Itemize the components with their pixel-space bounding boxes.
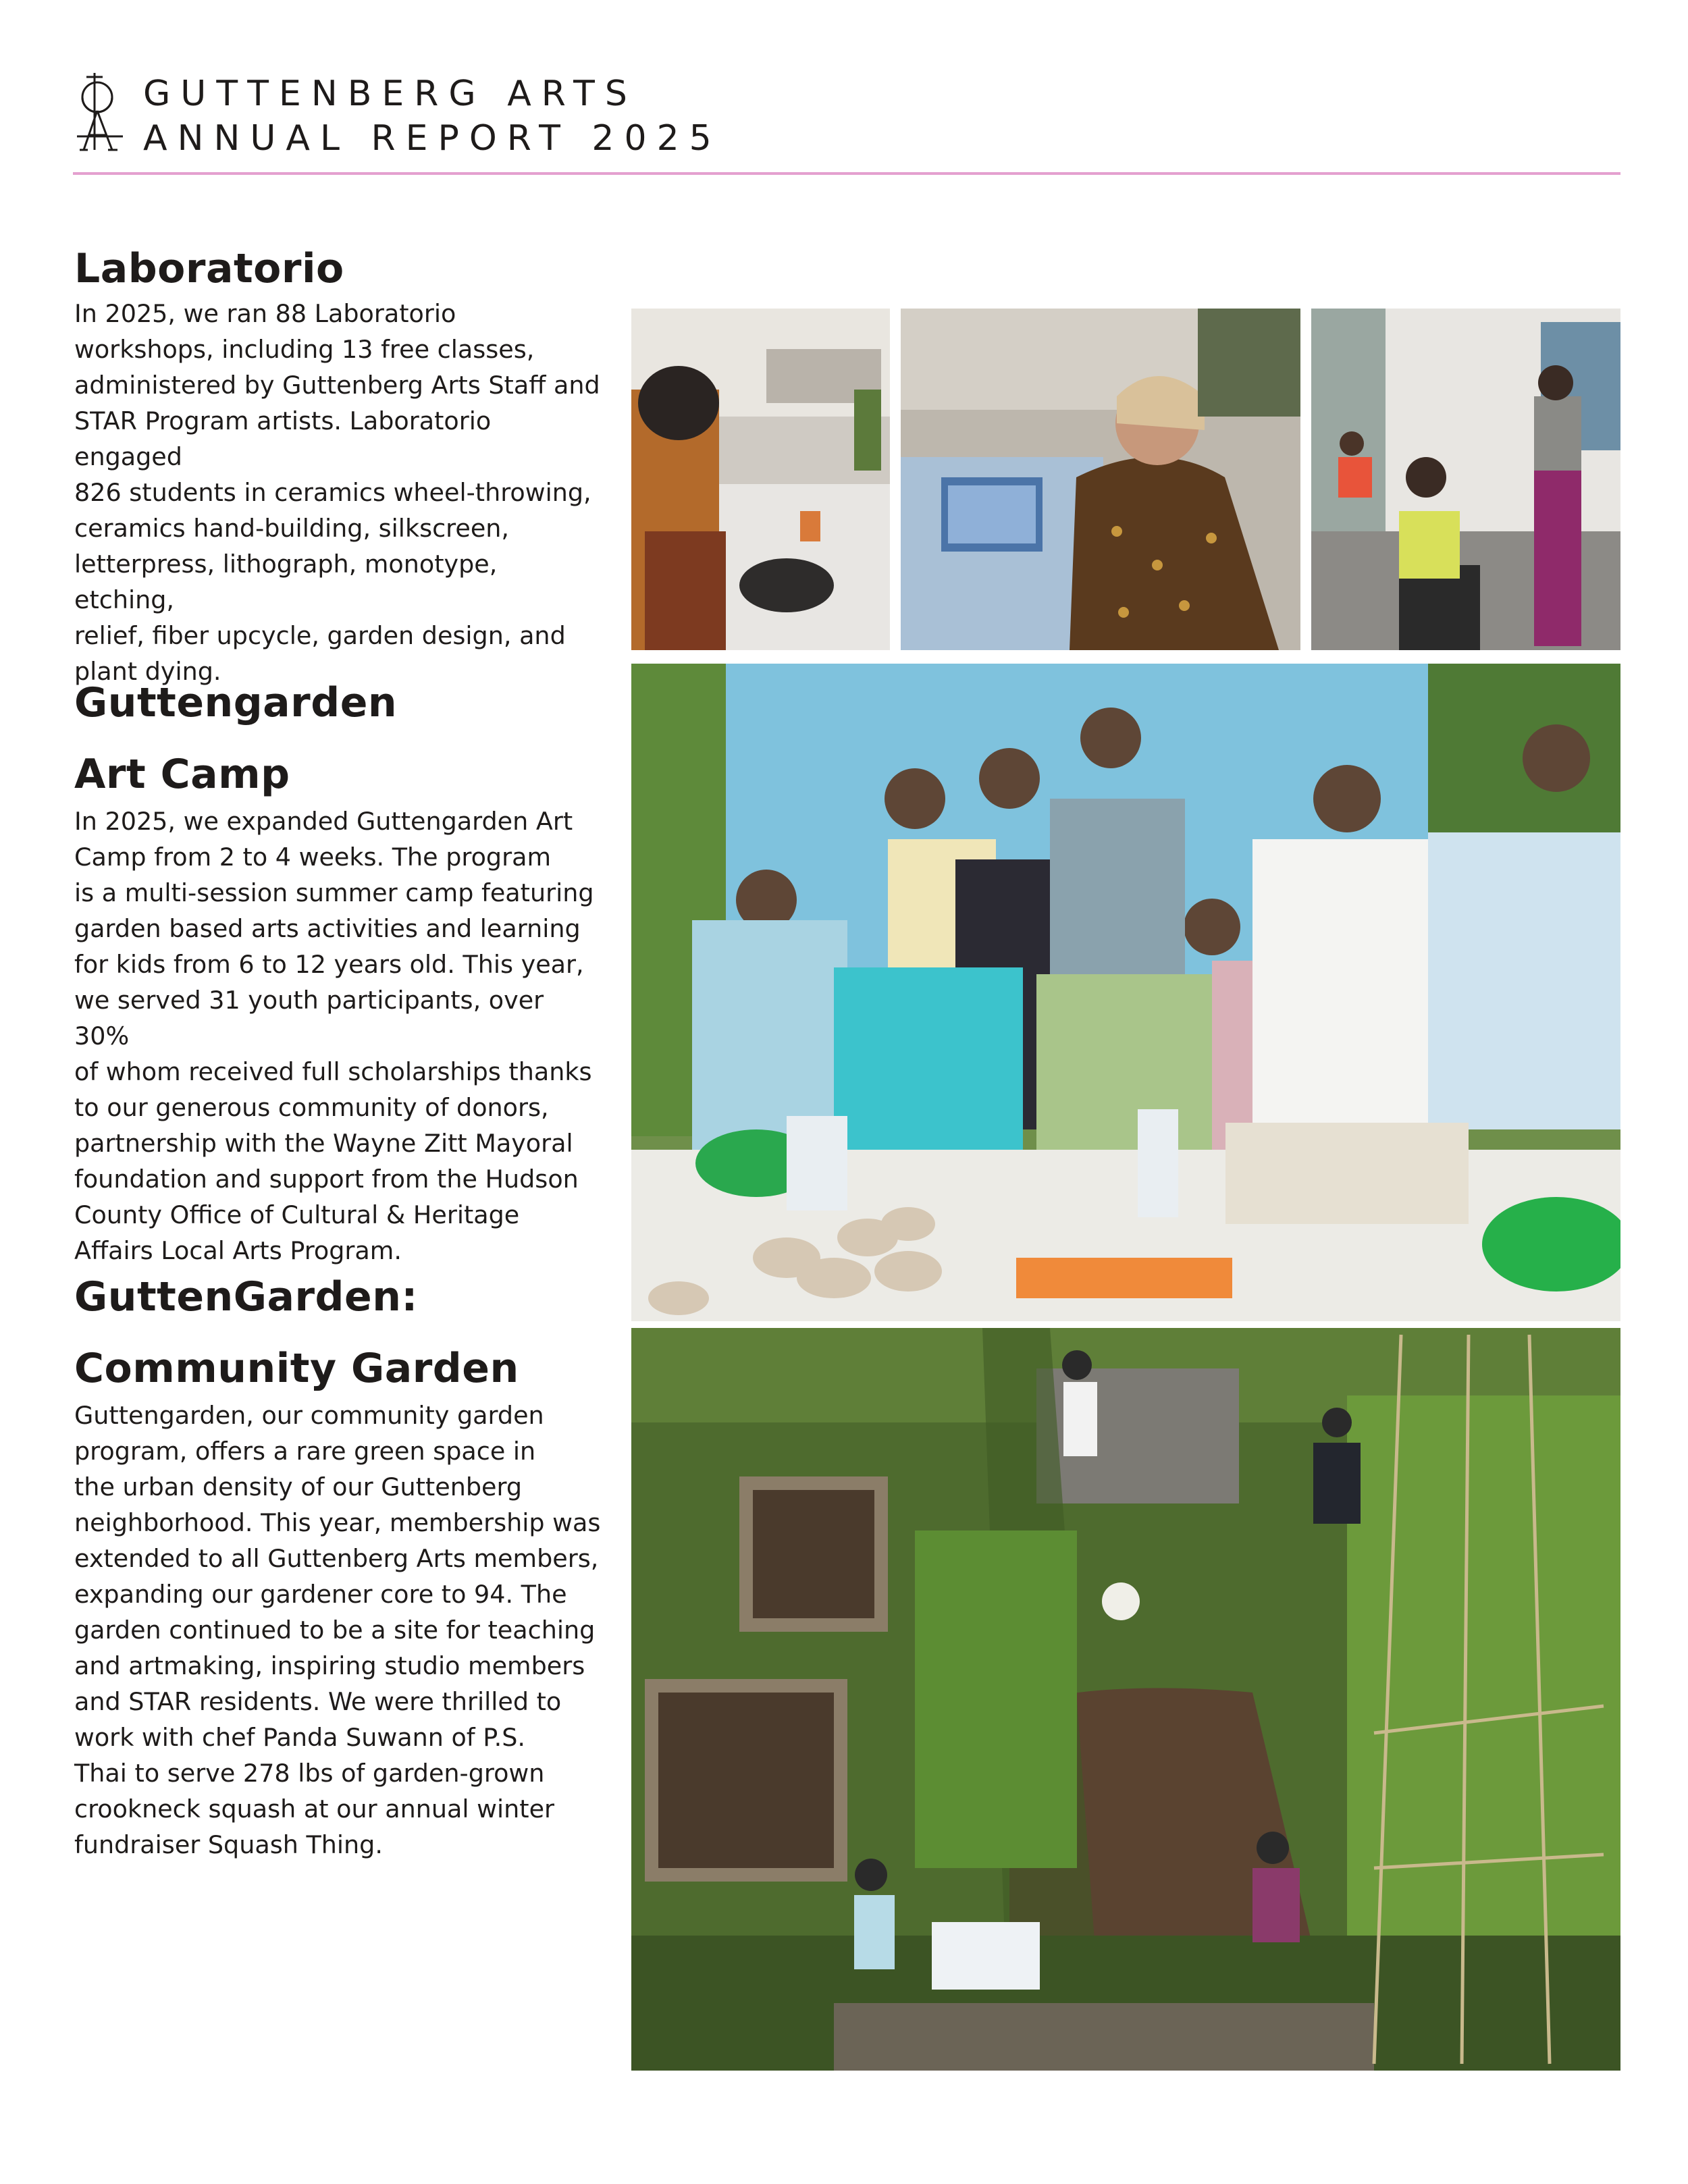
brand-title bbox=[143, 72, 722, 161]
community-garden-section bbox=[74, 1261, 601, 1863]
laboratorio-section bbox=[74, 244, 601, 689]
section-title: Laboratorio bbox=[74, 245, 344, 292]
workshop-photo-classroom bbox=[1311, 309, 1620, 650]
workshop-photo-printmaking bbox=[631, 309, 890, 650]
section-body: In 2025, we expanded Guttengarden Art Camp from 2 to 4 weeks. The program is a multi-session summer camp featuring garden based arts activities and learning for kids from 6 to 12 years old. This year, we served 31 youth participants, over 30% of whom received full scholarships thanks to our generous community of donors, partnership with the Wayne Zitt Mayoral foundation and support from the Hudson County Office of Cultural & Heritage Affairs Local Arts Program. bbox=[74, 807, 594, 1265]
section-title: Guttengarden Art Camp bbox=[74, 679, 398, 798]
ga-monogram-icon bbox=[73, 70, 127, 155]
report-header bbox=[73, 70, 1620, 173]
community-garden-photo bbox=[631, 1328, 1620, 2071]
report-title: ANNUAL REPORT 2025 bbox=[143, 118, 722, 159]
brand-name: GUTTENBERG ARTS bbox=[143, 74, 637, 114]
section-body: In 2025, we ran 88 Laboratorio workshops, including 13 free classes, administered by Guttenberg Arts Staff and STAR Program artists. Laboratorio engaged 826 students in ceramics wheel-throwing, ceramics hand-building, silkscreen, letterpress, lithograph, monotype, etching, relief, fiber upcycle, garden design, and plant dying. bbox=[74, 299, 600, 686]
section-body: Guttengarden, our community garden program, offers a rare green space in the urban density of our Guttenberg neighborhood. This year, membership was extended to all Guttenberg Arts members, expanding our gardener core to 94. The garden continued to be a site for teaching and artmaking, inspiring studio members and STAR residents. We were thrilled to work with chef Panda Suwann of P.S. Thai to serve 278 lbs of garden-grown crookneck squash at our annual winter fundraiser Squash Thing. bbox=[74, 1401, 601, 1859]
header-divider bbox=[73, 172, 1620, 175]
workshop-photo-fiber bbox=[901, 309, 1300, 650]
art-camp-group-photo bbox=[631, 664, 1620, 1321]
art-camp-section bbox=[74, 667, 601, 1269]
section-title: GuttenGarden: Community Garden bbox=[74, 1273, 519, 1392]
